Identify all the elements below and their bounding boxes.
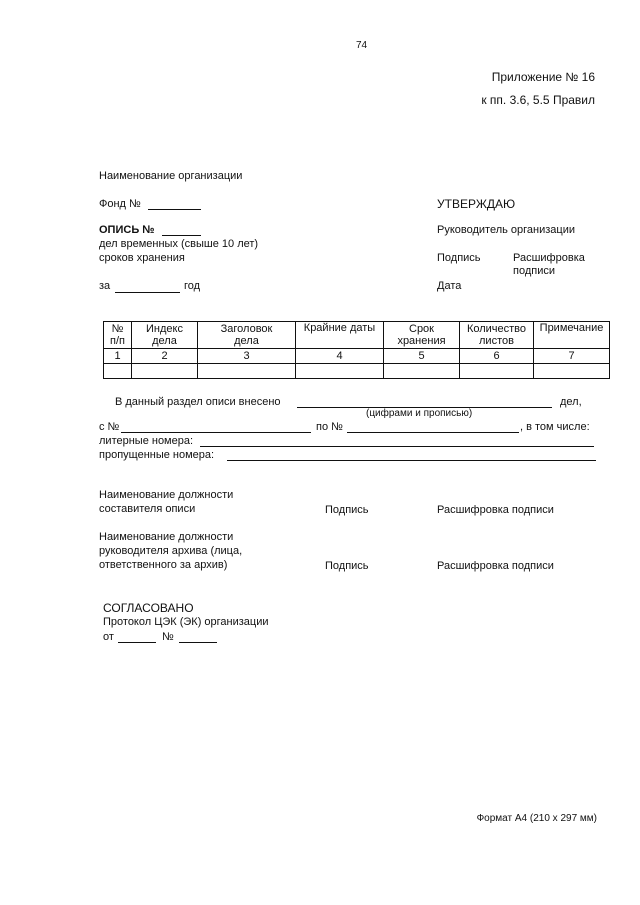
summary-to-line: [347, 432, 519, 433]
inventory-table: [103, 321, 610, 379]
summary-incl: , в том числе:: [520, 421, 590, 433]
col-header-dates: Крайние даты: [296, 322, 384, 349]
agreed-title: СОГЛАСОВАНО: [103, 601, 194, 615]
agreed-date-line: [118, 642, 156, 643]
table-cell: [296, 364, 384, 379]
table-cell: 7: [534, 349, 610, 364]
col-header-note: Примечание: [534, 322, 610, 349]
col-header-title: Заголовок дела: [198, 322, 296, 349]
table-cell: 3: [198, 349, 296, 364]
table-cell: [104, 364, 132, 379]
format-note: Формат А4 (210 х 297 мм): [476, 813, 597, 824]
archive-decode: Расшифровка подписи: [437, 560, 554, 572]
summary-liter: литерные номера:: [99, 435, 194, 447]
compiler-line1: Наименование должности: [99, 489, 234, 501]
summary-del: дел,: [560, 396, 582, 408]
table-cell: [384, 364, 460, 379]
table-cell: 6: [460, 349, 534, 364]
approval-date-label: Дата: [437, 280, 462, 292]
approval-sign-label: Подпись: [437, 252, 481, 264]
appendix-ref: к пп. 3.6, 5.5 Правил: [481, 93, 595, 107]
inventory-god: год: [184, 280, 201, 292]
page-number: 74: [356, 40, 368, 51]
org-name: Наименование организации: [99, 170, 243, 182]
table-empty-row: [104, 364, 610, 379]
summary-hint: (цифрами и прописью): [366, 408, 473, 419]
table-cell: 4: [296, 349, 384, 364]
agreed-protocol: Протокол ЦЭК (ЭК) организации: [103, 616, 269, 628]
archive-sign: Подпись: [325, 560, 369, 572]
col-header-number: № п/п: [104, 322, 132, 349]
fond-number-line: [148, 209, 201, 210]
table-number-row: [104, 349, 610, 364]
table-header-row: [104, 322, 610, 349]
col-header-sheets: Количество листов: [460, 322, 534, 349]
approval-decode-line1: Расшифровка: [513, 252, 585, 264]
agreed-no: №: [162, 631, 174, 643]
fond-label: Фонд №: [99, 198, 141, 210]
table-cell: 2: [132, 349, 198, 364]
approve-label: УТВЕРЖДАЮ: [437, 197, 516, 211]
head-label: Руководитель организации: [437, 224, 576, 236]
summary-intro: В данный раздел описи внесено: [115, 396, 281, 408]
table-cell: [460, 364, 534, 379]
compiler-sign: Подпись: [325, 504, 369, 516]
compiler-decode: Расшифровка подписи: [437, 504, 554, 516]
col-header-term: Срок хранения: [384, 322, 460, 349]
archive-line1: Наименование должности: [99, 531, 234, 543]
summary-from-line: [121, 432, 311, 433]
compiler-line2: составителя описи: [99, 503, 196, 515]
inventory-number-line: [162, 235, 201, 236]
approval-decode-line2: подписи: [513, 265, 555, 277]
appendix-title: Приложение № 16: [491, 70, 595, 84]
inventory-year-line: [115, 292, 180, 293]
agreed-ot: от: [103, 631, 114, 643]
summary-missed-line: [227, 460, 596, 461]
archive-line3: ответственного за архив): [99, 559, 228, 571]
col-header-index: Индекс дела: [132, 322, 198, 349]
agreed-number-line: [179, 642, 217, 643]
inventory-line1: дел временных (свыше 10 лет): [99, 238, 259, 250]
table-cell: 5: [384, 349, 460, 364]
inventory-za: за: [99, 280, 111, 292]
summary-liter-line: [200, 446, 594, 447]
summary-po-no: по №: [316, 421, 343, 433]
table-cell: [132, 364, 198, 379]
summary-s-no: с №: [99, 421, 120, 433]
summary-missed: пропущенные номера:: [99, 449, 215, 461]
table-cell: [534, 364, 610, 379]
archive-line2: руководителя архива (лица,: [99, 545, 243, 557]
table-cell: [198, 364, 296, 379]
table-cell: 1: [104, 349, 132, 364]
inventory-title: ОПИСЬ №: [99, 224, 155, 236]
inventory-line2: сроков хранения: [99, 252, 185, 264]
